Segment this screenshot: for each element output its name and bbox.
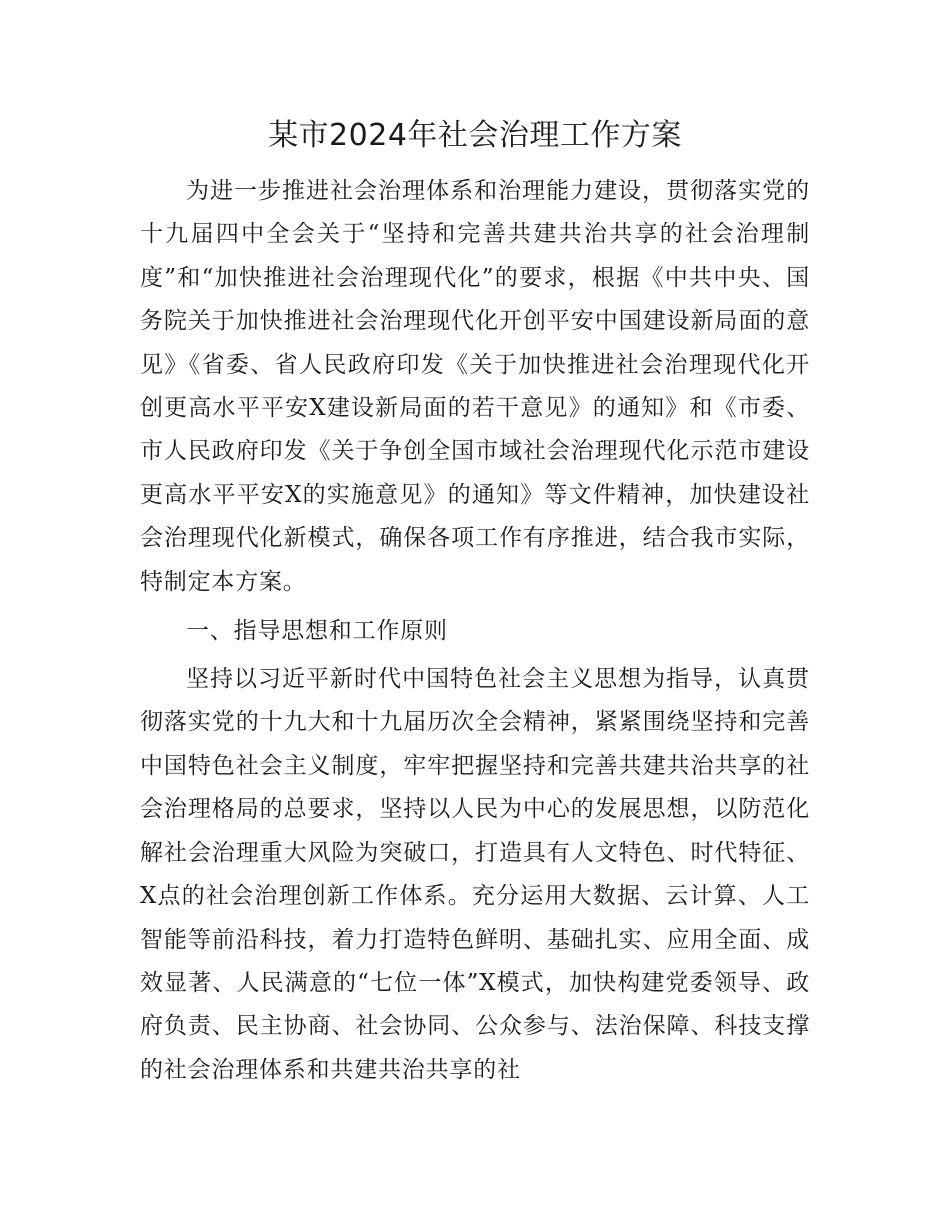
document-title: 某市2024年社会治理工作方案	[268, 118, 682, 153]
guiding-thought-paragraph: 坚持以习近平新时代中国特色社会主义思想为指导，认真贯彻落实党的十九大和十九届历次全会精神，紧紧围绕坚持和完善中国特色社会主义制度，牢牢把握坚持和完善共建共治共享的社会治理格局的总要求，坚持以人民为中心的发展思想，以防范化解社会治理重大风险为突破口，打造具有人文特色、时代特征、X点的社会治理创新工作体系。充分运用大数据、云计算、人工智能等前沿科技，着力打造特色鲜明、基础扎实、应用全面、成效显著、人民满意的“七位一体”X模式，加快构建党委领导、政府负责、民主协商、社会协同、公众参与、法治保障、科技支撑的社会治理体系和共建共治共享的社	[140, 666, 810, 1083]
document-body	[140, 170, 810, 1092]
section-heading: 一、指导思想和工作原则	[186, 618, 448, 645]
intro-paragraph: 为进一步推进社会治理体系和治理能力建设，贯彻落实党的十九届四中全会关于“坚持和完善共建共治共享的社会治理制度”和“加快推进社会治理现代化”的要求，根据《中共中央、国务院关于加快推进社会治理现代化开创平安中国建设新局面的意见》《省委、省人民政府印发《关于加快推进社会治理现代化开创更高水平平安X建设新局面的若干意见》的通知》和《市委、市人民政府印发《关于争创全国市域社会治理现代化示范市建设更高水平平安X的实施意见》的通知》等文件精神，加快建设社会治理现代化新模式，确保各项工作有序推进，结合我市实际，特制定本方案。	[140, 178, 810, 595]
